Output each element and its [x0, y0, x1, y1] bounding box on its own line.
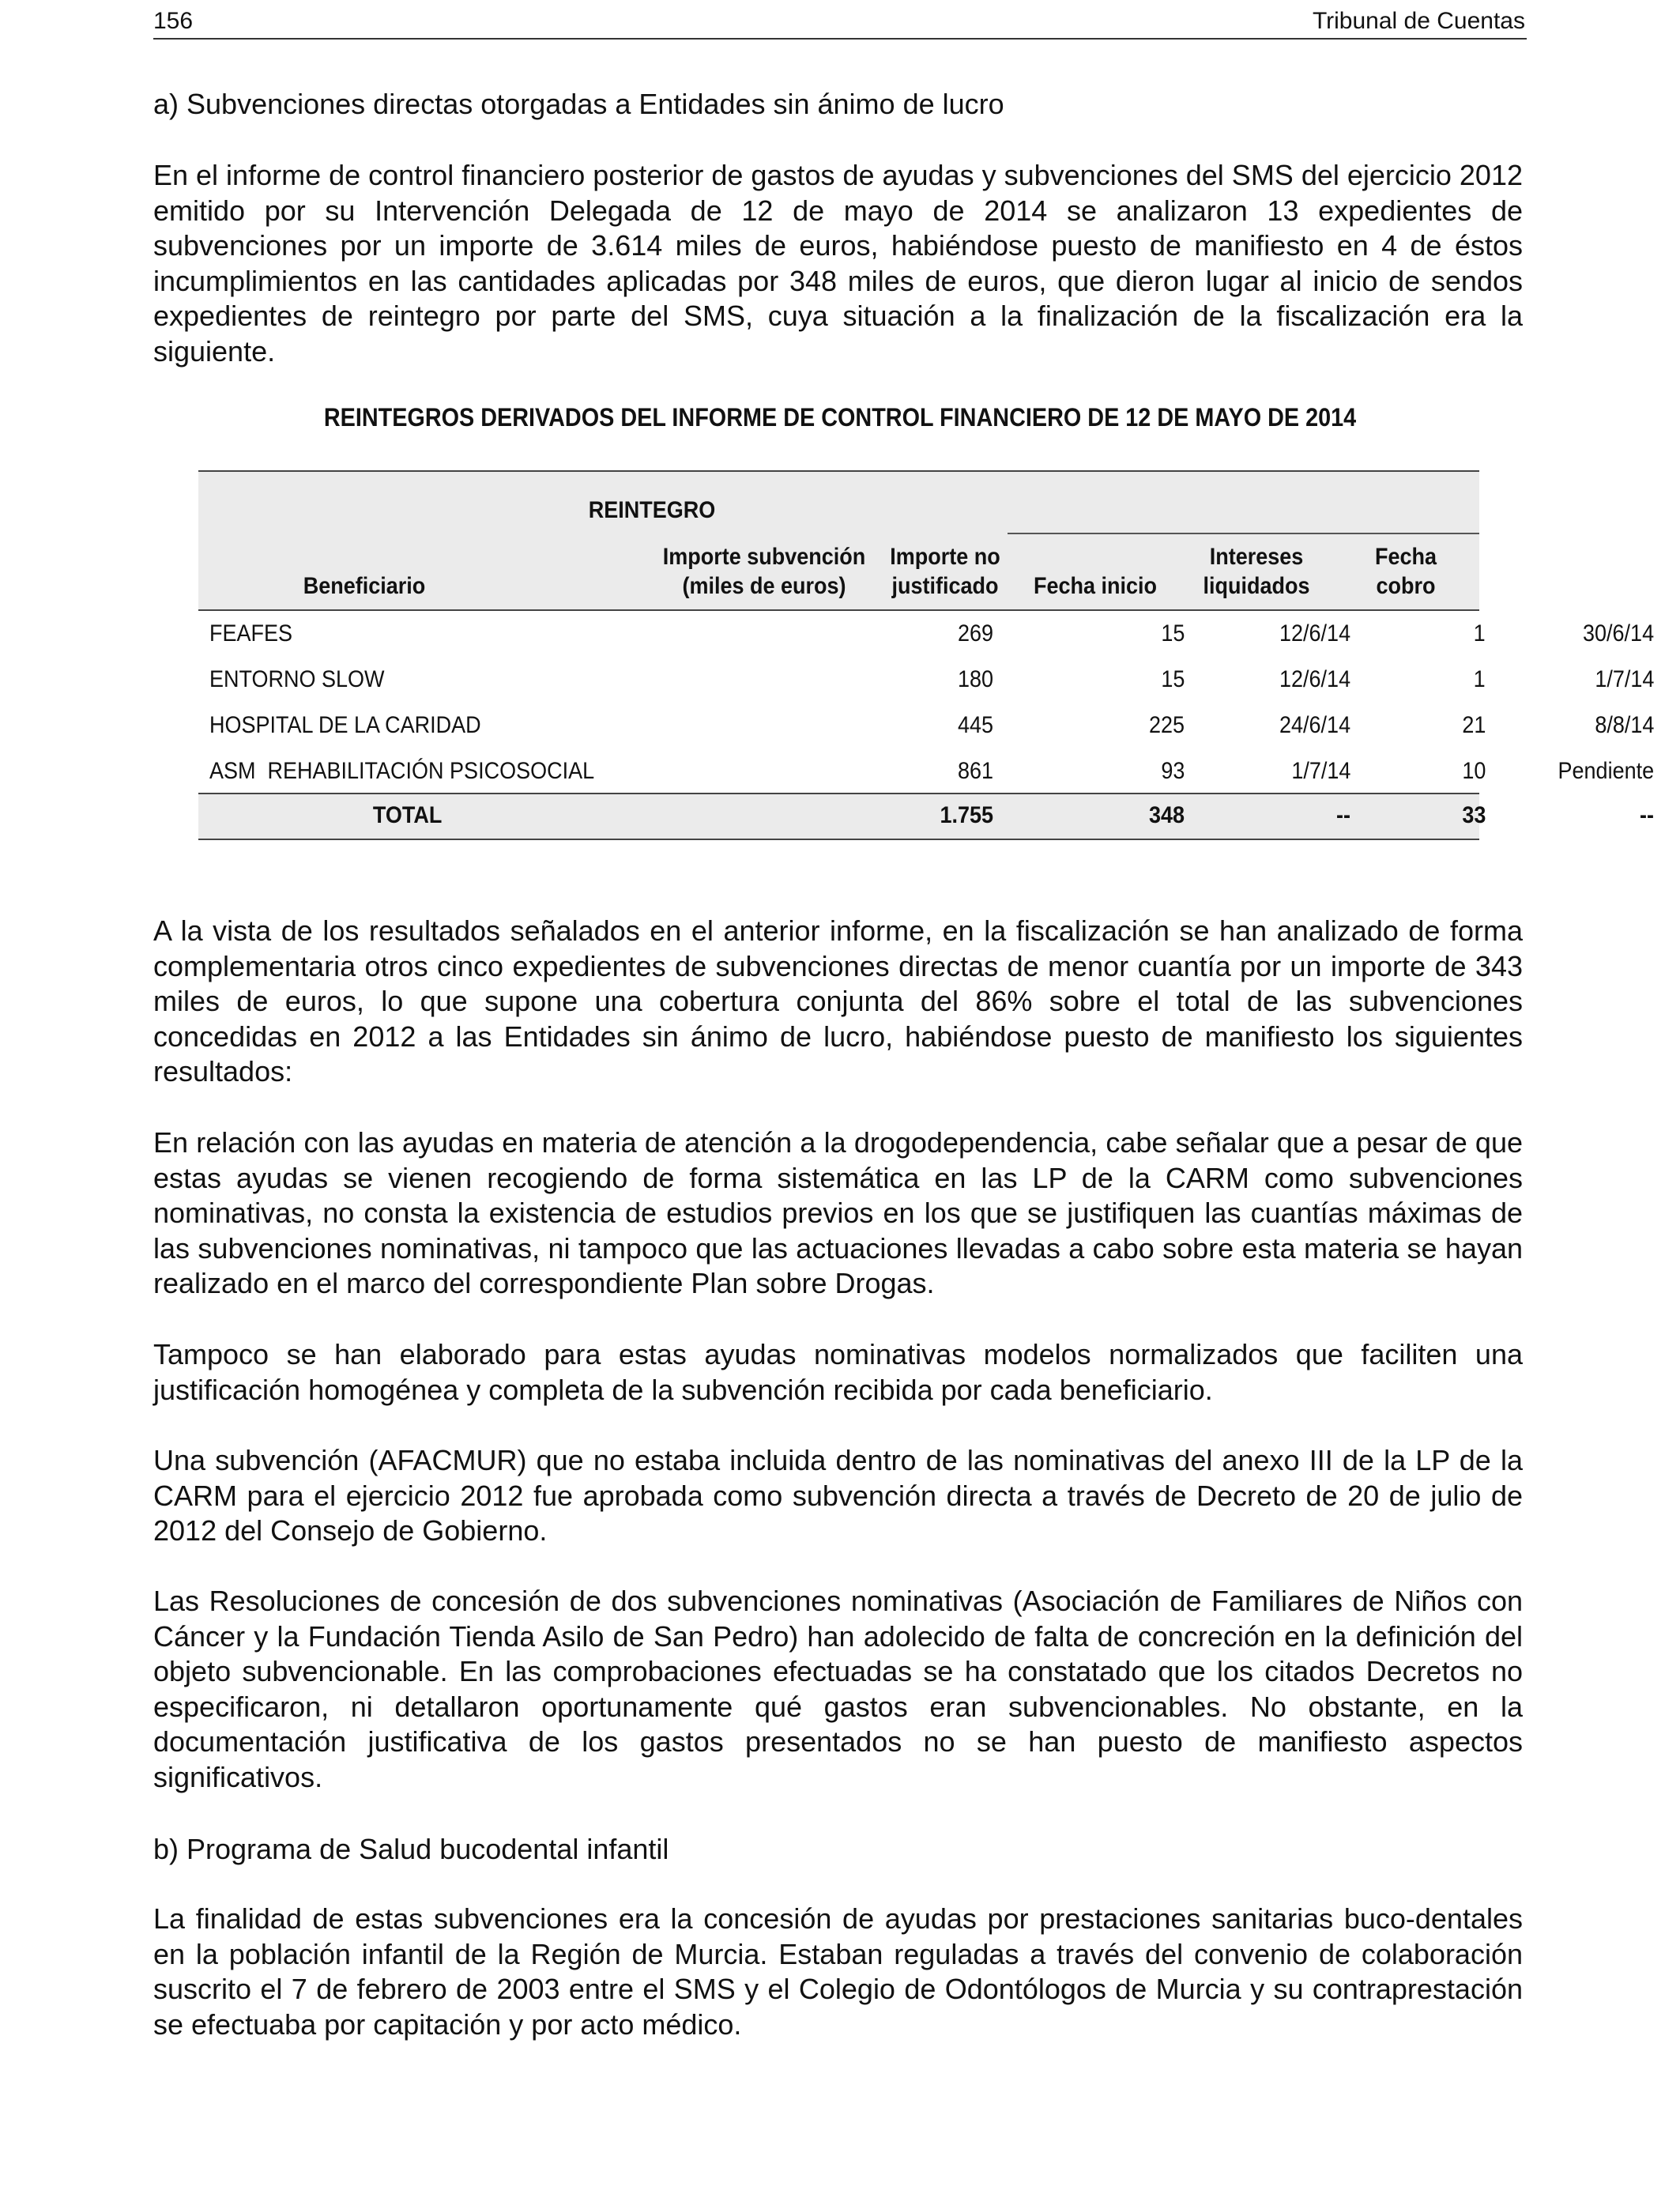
cell-intereses: 10 — [1461, 758, 1486, 784]
paragraph-resoluciones: Las Resoluciones de concesión de dos subvenciones nominativas (Asociación de Familiares de Niños con Cáncer y la Fundación Tienda Asilo de San Pedro) han adolecido de falta de concreción en la definición del objeto subvencionable. En las comprobaciones efectuadas se ha constatado que los citados Decretos no especificaron, ni detallaron oportunamente qué gastos eran subvencionables. No obstante, en la documentación justificativa de los gastos presentados no se han puesto de manifiesto aspectos significativos. — [153, 1585, 1523, 1793]
header-reintegro-group: REINTEGRO — [588, 497, 716, 523]
cell-no-justificado: 15 — [1160, 620, 1185, 647]
cell-fecha-inicio: 12/6/14 — [1279, 620, 1350, 647]
cell-fecha-cobro: Pendiente — [1558, 758, 1654, 784]
total-fecha-inicio: -- — [1336, 802, 1350, 828]
header-intereses-line2: liquidados — [1203, 573, 1310, 599]
reintegros-table — [198, 470, 1654, 842]
cell-fecha-inicio: 24/6/14 — [1279, 712, 1350, 738]
total-no-justificado: 348 — [1148, 802, 1185, 828]
header-beneficiario: Beneficiario — [303, 573, 426, 599]
paragraph-modelos: Tampoco se han elaborado para estas ayudas nominativas modelos normalizados que faciliten una justificación homogénea y completa de la subvención recibida por cada beneficiario. — [153, 1338, 1523, 1406]
table-title: REINTEGROS DERIVADOS DEL INFORME DE CONTROL FINANCIERO DE 12 DE MAYO DE 2014 — [323, 403, 1357, 432]
cell-no-justificado: 15 — [1160, 666, 1185, 692]
cell-intereses: 21 — [1461, 712, 1486, 738]
total-importe: 1.755 — [940, 802, 993, 828]
cell-beneficiario: FEAFES — [209, 620, 293, 647]
cell-fecha-inicio: 1/7/14 — [1290, 758, 1350, 784]
cell-importe: 180 — [957, 666, 993, 692]
cell-intereses: 1 — [1473, 666, 1486, 692]
header-intereses-line1: Intereses — [1209, 544, 1304, 570]
header-importe-line2: (miles de euros) — [682, 573, 846, 599]
paragraph-results: A la vista de los resultados señalados en el anterior informe, en la fiscalización se han analizado de forma complementaria otros cinco expedientes de subvenciones directas de menor cuantía por un importe de 343 miles de euros, lo que supone una cobertura conjunta del 86% sobre el total de las subvenciones concedidas en 2012 a las Entidades sin ánimo de lucro, habiéndose puesto de manifiesto los siguientes resultados: — [153, 914, 1523, 1088]
header-fecha-inicio: Fecha inicio — [1033, 573, 1158, 599]
total-bottom-rule — [198, 839, 1479, 840]
header-fecha-cobro-line2: cobro — [1376, 573, 1436, 599]
cell-fecha-cobro: 8/8/14 — [1594, 712, 1654, 738]
cell-importe: 861 — [957, 758, 993, 784]
paragraph-bucodental: La finalidad de estas subvenciones era la concesión de ayudas por prestaciones sanitarias buco-dentales en la población infantil de la Región de Murcia. Estaban reguladas a través del convenio de colaboración suscrito el 7 de febrero de 2003 entre el SMS y el Colegio de Odontólogos de Murcia y su contraprestación se efectuaba por capitación y por acto médico. — [153, 1902, 1523, 2041]
cell-beneficiario: HOSPITAL DE LA CARIDAD — [209, 712, 481, 738]
cell-fecha-inicio: 12/6/14 — [1279, 666, 1350, 692]
page-header — [153, 6, 1527, 40]
paragraph-drogodependencia: En relación con las ayudas en materia de atención a la drogodependencia, cabe señalar que a pesar de que estas ayudas se vienen recogiendo de forma sistemática en las LP de la CARM como subvenciones nominativas, no consta la existencia de estudios previos en los que se justifiquen las cuantías máximas de las subvenciones nominativas, ni tampoco que las actuaciones llevadas a cabo sobre esta materia se hayan realizado en el marco del correspondiente Plan sobre Drogas. — [153, 1126, 1523, 1299]
cell-fecha-cobro: 30/6/14 — [1582, 620, 1654, 647]
header-no-justificado-line1: Importe no — [890, 544, 1000, 570]
cell-beneficiario: ASM REHABILITACIÓN PSICOSOCIAL — [209, 758, 595, 784]
section-heading-b: b) Programa de Salud bucodental infantil — [153, 1833, 669, 1865]
header-fecha-cobro-line1: Fecha — [1374, 544, 1437, 570]
paragraph-intro: En el informe de control financiero posterior de gastos de ayudas y subvenciones del SMS del ejercicio 2012 emitido por su Intervención Delegada de 12 de mayo de 2014 se analizaron 13 expedientes de subvenciones por un importe de 3.614 miles de euros, habiéndose puesto de manifiesto en 4 de éstos incumplimientos en las cantidades aplicadas por 348 miles de euros, que dieron lugar al inicio de sendos expedientes de reintegro por parte del SMS, cuya situación a la finalización de la fiscalización era la siguiente. — [153, 159, 1523, 368]
cell-fecha-cobro: 1/7/14 — [1594, 666, 1654, 692]
cell-no-justificado: 93 — [1160, 758, 1185, 784]
header-no-justificado-line2: justificado — [891, 573, 999, 599]
section-heading-a: a) Subvenciones directas otorgadas a Entidades sin ánimo de lucro — [153, 88, 1004, 120]
cell-intereses: 1 — [1473, 620, 1486, 647]
cell-no-justificado: 225 — [1148, 712, 1185, 738]
page-number: 156 — [153, 8, 194, 34]
reintegro-group-rule — [1008, 533, 1479, 534]
cell-importe: 269 — [957, 620, 993, 647]
cell-importe: 445 — [957, 712, 993, 738]
header-importe-line1: Importe subvención — [662, 544, 866, 570]
paragraph-afacmur: Una subvención (AFACMUR) que no estaba incluida dentro de las nominativas del anexo III de la LP de la CARM para el ejercicio 2012 fue aprobada como subvención directa a través de Decreto de 20 de julio de 2012 del Consejo de Gobierno. — [153, 1444, 1523, 1547]
total-fecha-cobro: -- — [1640, 802, 1654, 828]
total-intereses: 33 — [1461, 802, 1486, 828]
total-label: TOTAL — [373, 802, 443, 828]
header-title: Tribunal de Cuentas — [1312, 8, 1525, 34]
cell-beneficiario: ENTORNO SLOW — [209, 666, 385, 692]
